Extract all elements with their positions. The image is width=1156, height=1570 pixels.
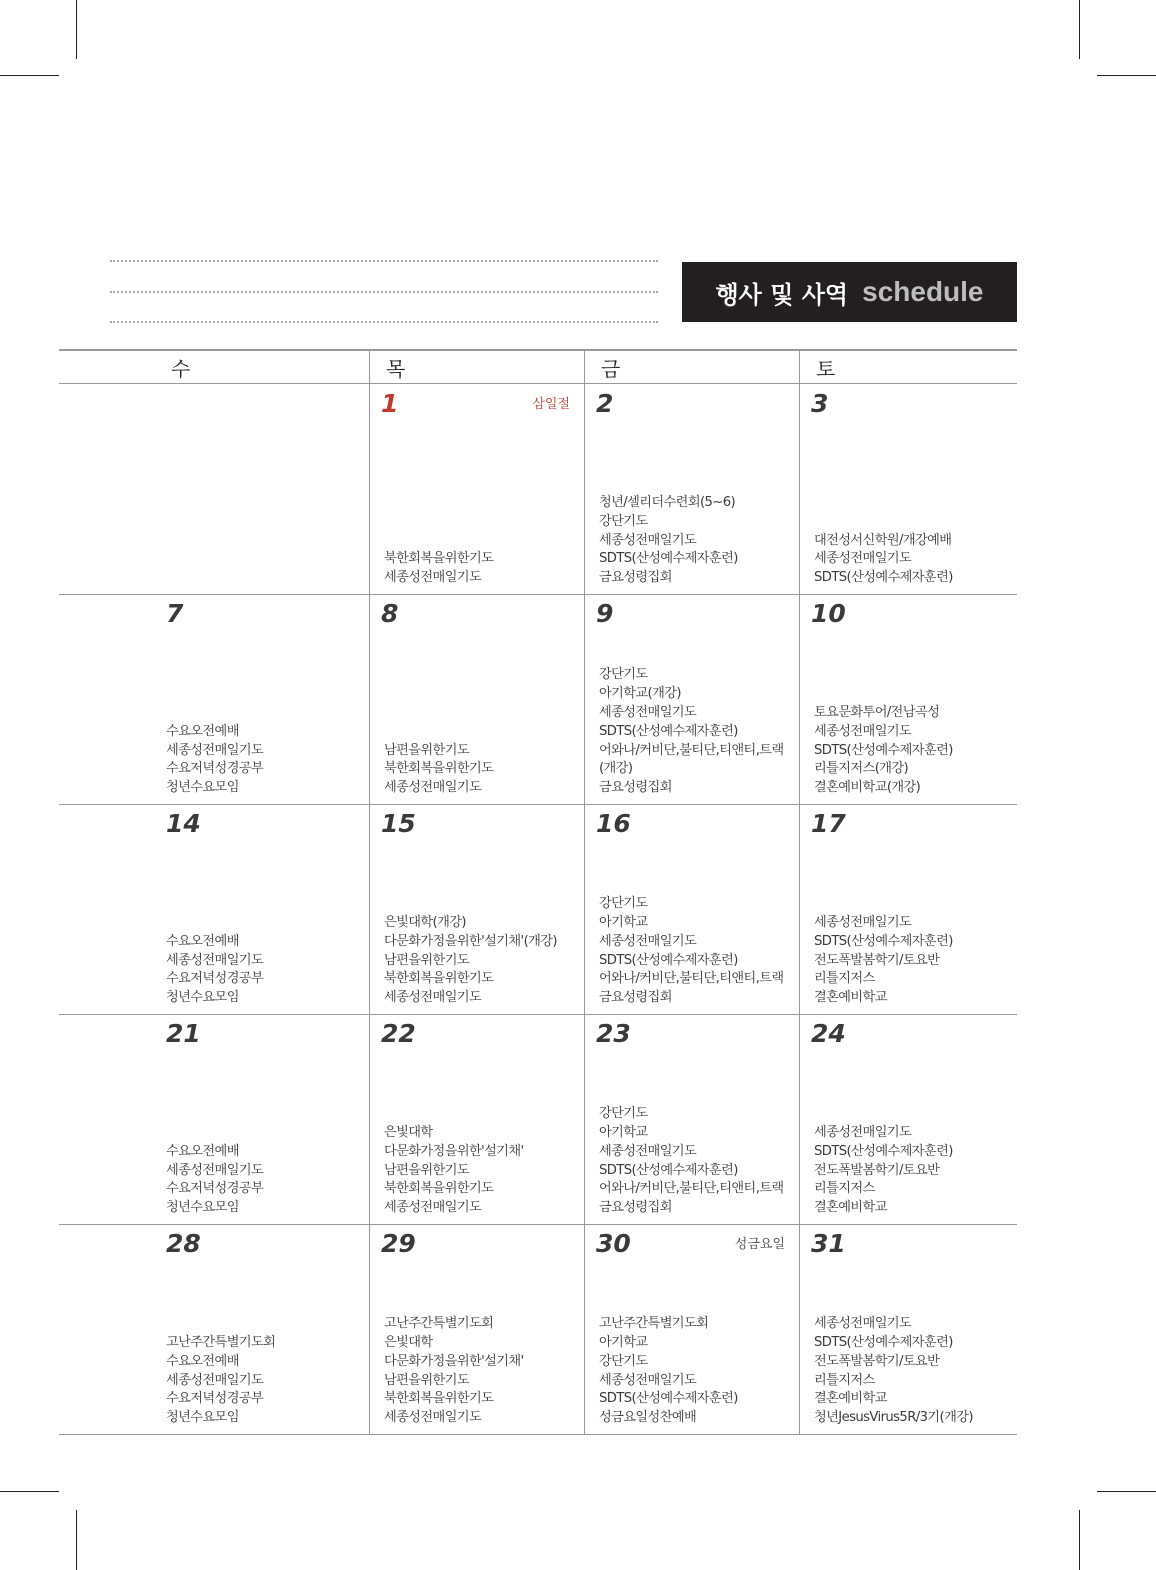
crop-mark-top-left-v — [76, 0, 77, 59]
event-item: 고난주간특별기도회 — [384, 1316, 494, 1332]
title-english: schedule — [862, 276, 984, 307]
event-item: (개강) — [599, 761, 633, 777]
event-item: 성금요일성찬예배 — [599, 1410, 697, 1426]
event-item: 세종성전매일기도 — [814, 1125, 912, 1140]
event-item: 아기학교 — [599, 1334, 648, 1350]
day-events — [814, 532, 1012, 588]
dotted-line-2 — [110, 291, 658, 293]
event-item: 고난주간특별기도회 — [166, 1335, 276, 1350]
event-item: 토요문화투어/전남곡성 — [814, 705, 940, 720]
day-events — [814, 914, 1012, 1008]
event-item: 강단기도 — [599, 667, 648, 683]
event-item: 결혼예비학교(개강) — [814, 780, 921, 796]
event-item: SDTS(산성예수제자훈련) — [599, 551, 738, 567]
day-number: 15 — [381, 809, 416, 838]
event-item: 전도폭발봄학기/토요반 — [814, 1353, 940, 1369]
event-item: 어와나/커비단,불티단,티앤티,트랙 — [599, 971, 784, 987]
day-events — [599, 1315, 794, 1428]
event-item: 청년수요모임 — [166, 1410, 239, 1426]
event-item: 리틀지저스(개강) — [814, 761, 909, 777]
event-item: 다문화가정을위한'설기채'(개강) — [384, 933, 557, 949]
week-row-divider — [59, 1434, 1017, 1435]
event-item: 결혼예비학교 — [814, 1391, 887, 1407]
week-row-divider — [59, 594, 1017, 595]
event-item: 북한회복을위한기도 — [384, 551, 494, 567]
event-item: 아기학교 — [599, 1124, 648, 1140]
event-item: 어와나/커비단,불티단,티앤티,트랙 — [599, 1181, 784, 1197]
day-events — [384, 742, 579, 798]
event-item: 세종성전매일기도 — [166, 1162, 264, 1178]
event-item: 세종성전매일기도 — [599, 933, 697, 949]
day-events — [599, 1105, 794, 1218]
day-events — [814, 704, 1012, 798]
title-korean: 행사 및 사역 — [715, 280, 849, 309]
event-item: 남편을위한기도 — [384, 952, 469, 968]
event-item: 다문화가정을위한'설기채' — [384, 1143, 524, 1159]
event-item: 세종성전매일기도 — [384, 990, 482, 1006]
event-item: 청년수요모임 — [166, 1200, 239, 1216]
event-item: 은빛대학 — [384, 1125, 433, 1140]
weekday-thu: 목 — [386, 357, 406, 381]
event-item: 남편을위한기도 — [384, 1162, 469, 1178]
day-number: 21 — [166, 1019, 201, 1048]
day-events — [599, 666, 794, 798]
crop-mark-bottom-left-h — [0, 1491, 59, 1492]
event-item: 고난주간특별기도회 — [599, 1316, 709, 1332]
day-events — [384, 914, 579, 1008]
day-number: 2 — [596, 389, 614, 418]
event-item: 은빛대학(개강) — [384, 915, 466, 930]
week-row-divider — [59, 804, 1017, 805]
event-item: 수요오전예배 — [166, 933, 239, 949]
day-number: 24 — [811, 1019, 846, 1048]
column-divider — [369, 349, 370, 1434]
schedule-title-box — [682, 262, 1017, 322]
day-number: 31 — [811, 1229, 846, 1258]
crop-mark-bottom-right-h — [1097, 1491, 1156, 1492]
event-item: 세종성전매일기도 — [166, 742, 264, 758]
event-item: 세종성전매일기도 — [814, 723, 912, 739]
event-item: 청년수요모임 — [166, 780, 239, 796]
crop-mark-top-right-v — [1079, 0, 1080, 59]
day-number: 23 — [596, 1019, 631, 1048]
day-events — [384, 550, 579, 588]
event-item: 남편을위한기도 — [384, 742, 469, 758]
event-item: 북한회복을위한기도 — [384, 1391, 494, 1407]
event-item: 청년수요모임 — [166, 990, 239, 1006]
event-item: 세종성전매일기도 — [599, 1372, 697, 1388]
event-item: 전도폭발봄학기/토요반 — [814, 1162, 940, 1178]
day-number: 7 — [166, 599, 184, 628]
day-number: 9 — [596, 599, 614, 628]
holiday-label: 삼일절 — [532, 397, 570, 412]
event-item: 리틀지저스 — [814, 971, 875, 987]
event-item: 세종성전매일기도 — [384, 1410, 482, 1426]
event-item: 강단기도 — [599, 896, 648, 912]
event-item: 세종성전매일기도 — [599, 1143, 697, 1159]
event-item: 수요저녁성경공부 — [166, 1181, 264, 1197]
event-item: 수요오전예배 — [166, 1143, 239, 1159]
event-item: 수요저녁성경공부 — [166, 971, 264, 987]
day-events — [814, 1124, 1012, 1218]
event-item: SDTS(산성예수제자훈련) — [814, 933, 953, 949]
day-number: 14 — [166, 809, 201, 838]
event-item: 북한회복을위한기도 — [384, 1181, 494, 1197]
weekday-wed: 수 — [171, 357, 191, 381]
weekday-header-row — [59, 349, 1017, 384]
day-events — [814, 1315, 1012, 1428]
event-item: 은빛대학 — [384, 1334, 433, 1350]
day-events — [599, 895, 794, 1008]
day-number: 8 — [381, 599, 399, 628]
day-number: 30 — [596, 1229, 631, 1258]
event-item: SDTS(산성예수제자훈련) — [814, 570, 953, 586]
event-item: 강단기도 — [599, 513, 648, 529]
event-item: SDTS(산성예수제자훈련) — [599, 723, 738, 739]
week-row-divider — [59, 1014, 1017, 1015]
event-item: 세종성전매일기도 — [814, 915, 912, 930]
dotted-line-3 — [110, 321, 658, 323]
event-item: 세종성전매일기도 — [599, 532, 697, 548]
event-item: 강단기도 — [599, 1353, 648, 1369]
dotted-line-1 — [110, 260, 658, 262]
event-item: 수요오전예배 — [166, 723, 239, 739]
event-item: 금요성령집회 — [599, 780, 672, 796]
event-item: SDTS(산성예수제자훈련) — [814, 1143, 953, 1159]
event-item: 세종성전매일기도 — [384, 570, 482, 586]
day-number: 1 — [381, 389, 399, 418]
event-item: 결혼예비학교 — [814, 1200, 887, 1216]
crop-mark-top-right-h — [1097, 75, 1156, 76]
day-number: 22 — [381, 1019, 416, 1048]
event-item: 아기학교 — [599, 914, 648, 930]
day-number: 17 — [811, 809, 846, 838]
crop-mark-bottom-left-v — [76, 1510, 77, 1570]
event-item: SDTS(산성예수제자훈련) — [814, 1334, 953, 1350]
event-item: 세종성전매일기도 — [814, 1316, 912, 1332]
weekday-sat: 토 — [816, 357, 836, 381]
event-item: 세종성전매일기도 — [166, 952, 264, 968]
event-item: 전도폭발봄학기/토요반 — [814, 952, 940, 968]
event-item: 대전성서신학원/개강예배 — [814, 532, 952, 548]
event-item: 세종성전매일기도 — [814, 551, 912, 567]
day-number: 16 — [596, 809, 631, 838]
event-item: 결혼예비학교 — [814, 990, 887, 1006]
event-item: 리틀지저스 — [814, 1181, 875, 1197]
event-item: 수요저녁성경공부 — [166, 761, 264, 777]
week-row-divider — [59, 1224, 1017, 1225]
event-item: 수요저녁성경공부 — [166, 1391, 264, 1407]
crop-mark-bottom-right-v — [1079, 1510, 1080, 1570]
holiday-label: 성금요일 — [734, 1237, 785, 1252]
event-item: 아기학교(개강) — [599, 686, 681, 702]
day-events — [599, 494, 794, 588]
event-item: 금요성령집회 — [599, 990, 672, 1006]
day-number: 3 — [811, 389, 829, 418]
event-item: 북한회복을위한기도 — [384, 761, 494, 777]
column-divider — [799, 349, 800, 1434]
event-item: 남편을위한기도 — [384, 1372, 469, 1388]
day-events — [384, 1315, 579, 1428]
event-item: 청년/셀리더수련회(5~6) — [599, 495, 736, 510]
event-item: 금요성령집회 — [599, 1200, 672, 1216]
day-number: 29 — [381, 1229, 416, 1258]
day-number: 28 — [166, 1229, 201, 1258]
event-item: 리틀지저스 — [814, 1372, 875, 1388]
event-item: 세종성전매일기도 — [384, 1200, 482, 1216]
event-item: 금요성령집회 — [599, 570, 672, 586]
day-events — [384, 1124, 579, 1218]
weekday-fri: 금 — [601, 357, 621, 381]
event-item: SDTS(산성예수제자훈련) — [599, 1162, 738, 1178]
event-item: 다문화가정을위한'설기채' — [384, 1353, 524, 1369]
event-item: SDTS(산성예수제자훈련) — [599, 952, 738, 968]
event-item: 세종성전매일기도 — [384, 780, 482, 796]
event-item: SDTS(산성예수제자훈련) — [814, 742, 953, 758]
event-item: 수요오전예배 — [166, 1353, 239, 1369]
event-item: 강단기도 — [599, 1106, 648, 1122]
column-divider — [584, 349, 585, 1434]
event-item: 어와나/커비단,불티단,티앤티,트랙 — [599, 742, 784, 758]
event-item: 청년JesusVirus5R/3기(개강) — [814, 1410, 973, 1426]
event-item: SDTS(산성예수제자훈련) — [599, 1391, 738, 1407]
crop-mark-top-left-h — [0, 75, 59, 76]
event-item: 세종성전매일기도 — [599, 704, 697, 720]
event-item: 세종성전매일기도 — [166, 1372, 264, 1388]
event-item: 북한회복을위한기도 — [384, 971, 494, 987]
day-number: 10 — [811, 599, 846, 628]
